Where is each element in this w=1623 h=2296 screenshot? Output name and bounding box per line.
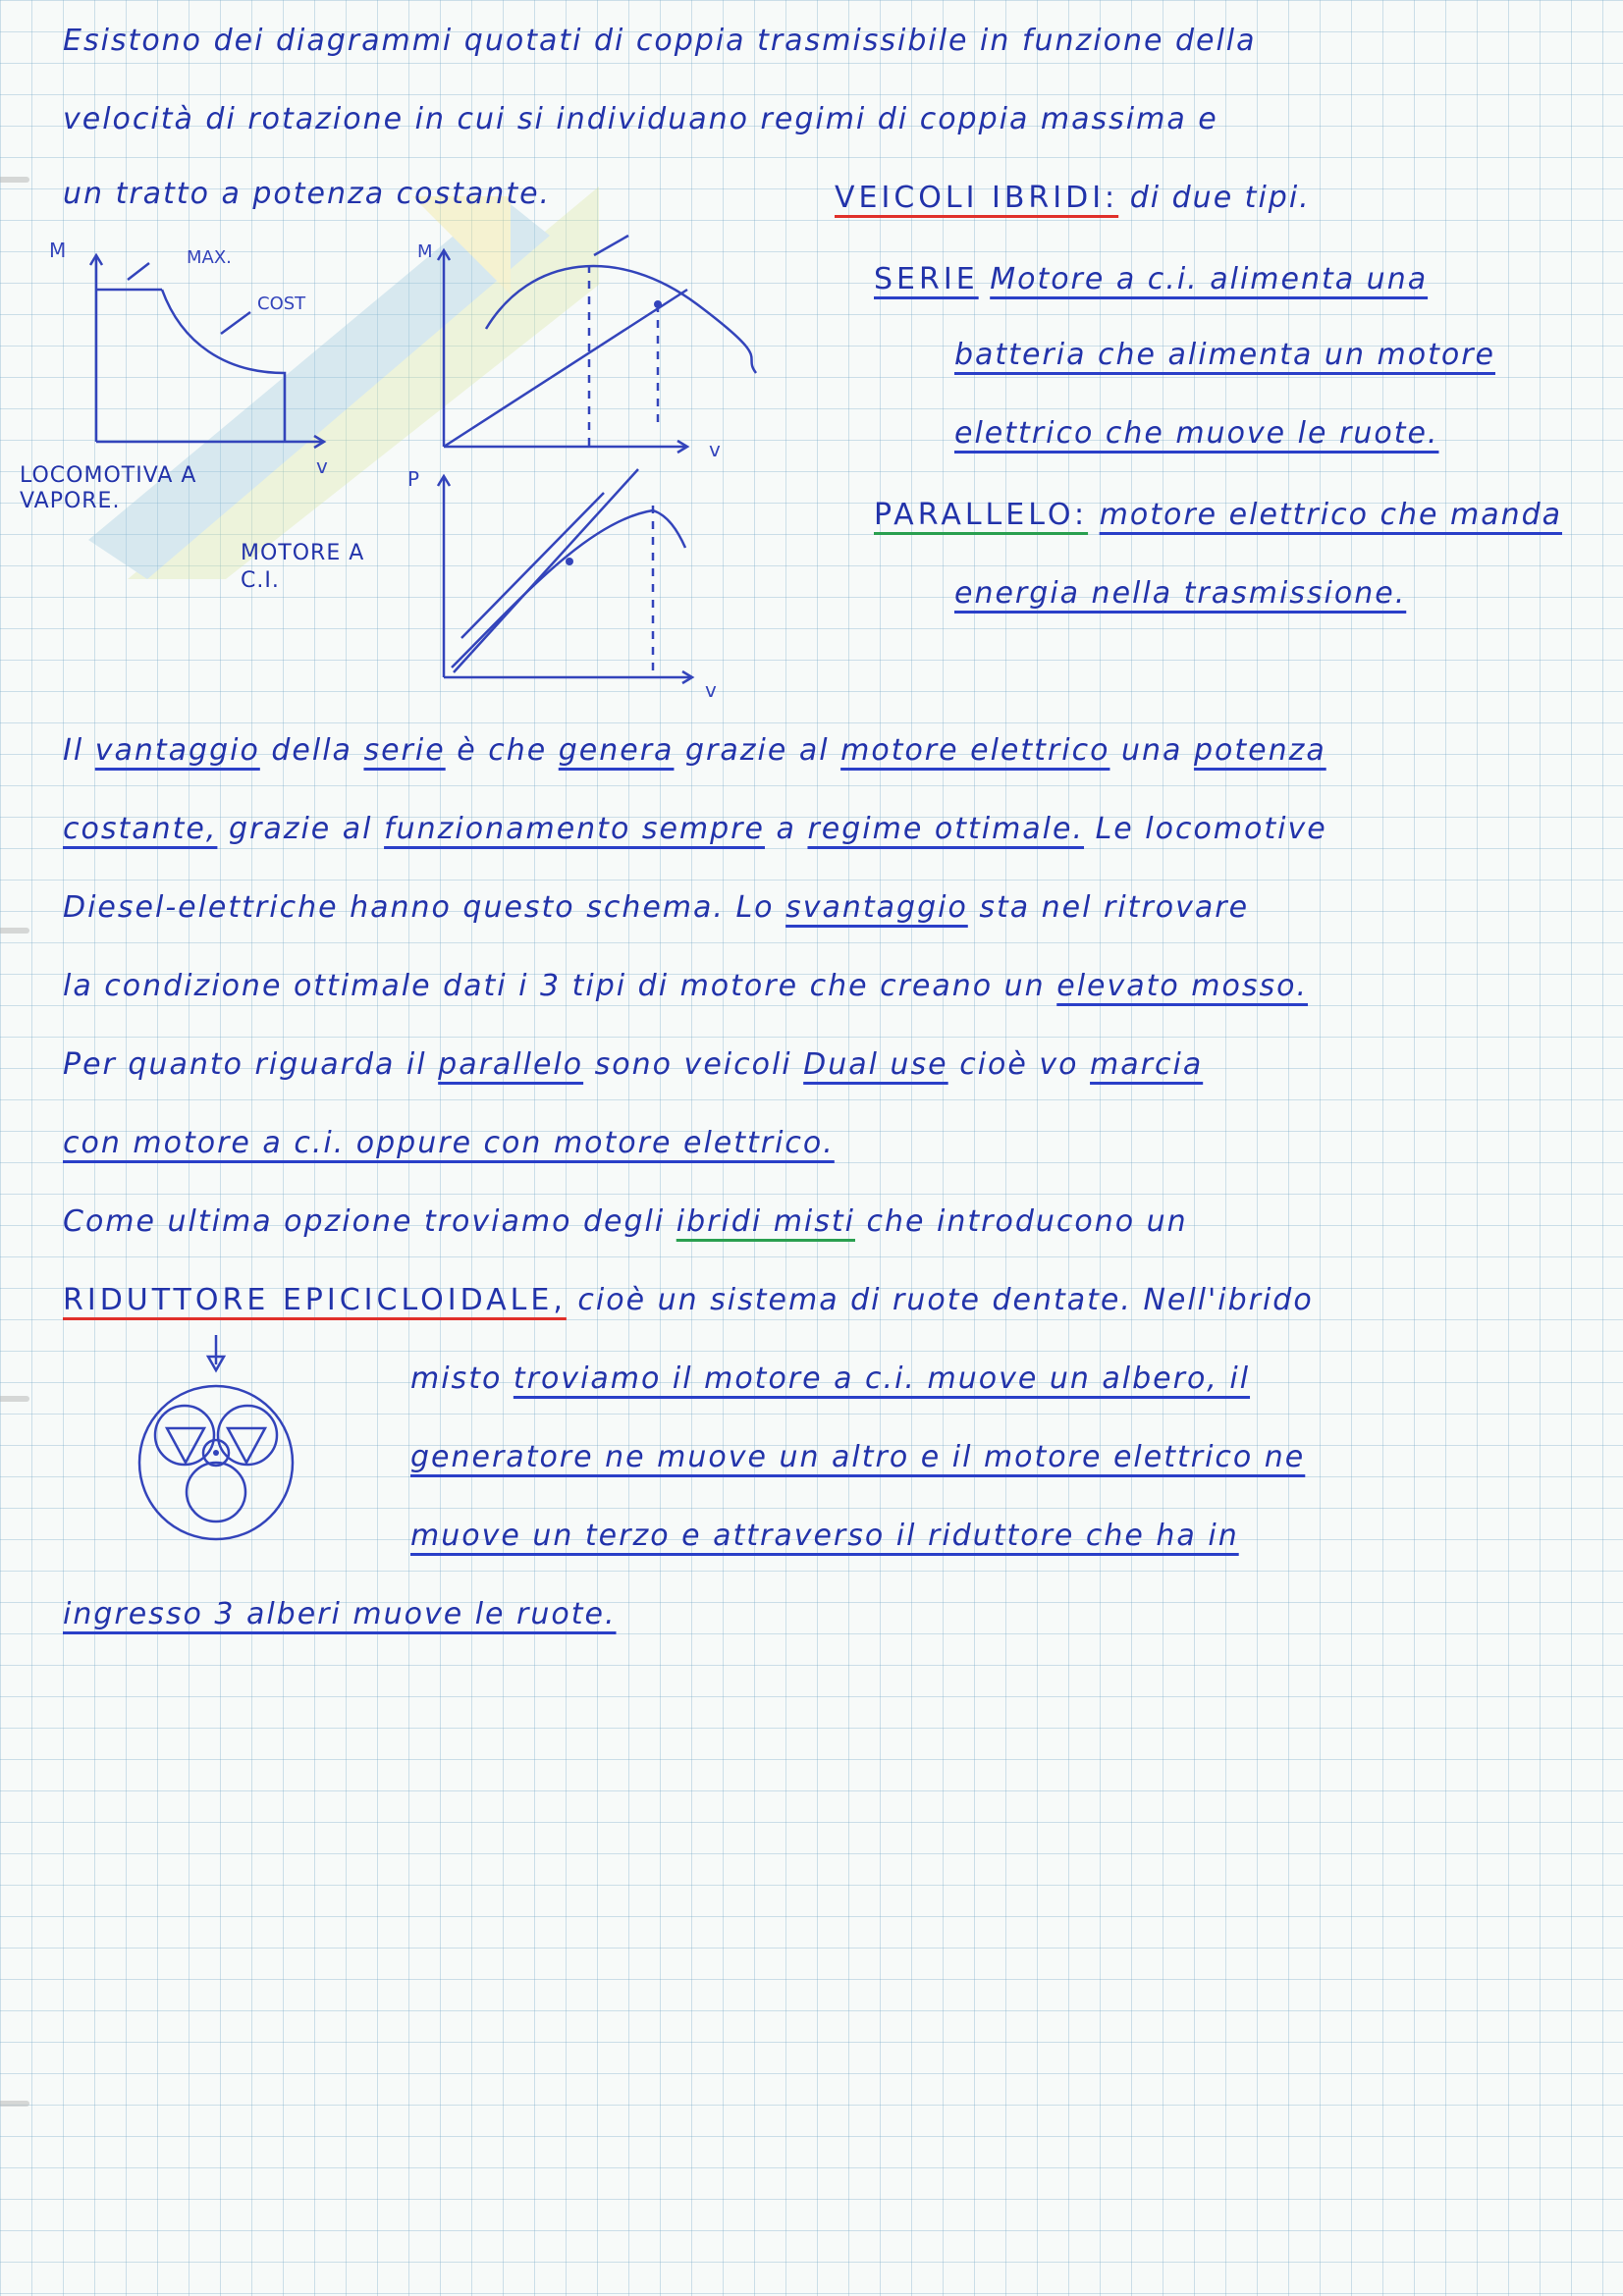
p7-text-b: che introducono un bbox=[866, 1204, 1188, 1239]
diagram1-cost-label: COST bbox=[257, 294, 306, 314]
p4-elevato: elevato mosso. bbox=[1056, 969, 1309, 1003]
parallelo-line-1 bbox=[874, 496, 1562, 535]
p5-text-c: cioè vo bbox=[959, 1047, 1079, 1082]
para-line-6 bbox=[63, 1124, 835, 1163]
text-line-3: un tratto a potenza costante. bbox=[63, 177, 552, 211]
serie-label: SERIE bbox=[874, 262, 979, 296]
para-line-1 bbox=[63, 731, 1326, 771]
para-line-4 bbox=[63, 967, 1308, 1006]
p1-word-grazie: grazie al bbox=[685, 733, 830, 768]
p5-marcia: marcia bbox=[1090, 1047, 1204, 1082]
diagram1-x-label: v bbox=[316, 454, 328, 478]
p1-potenza: potenza bbox=[1193, 733, 1326, 768]
p8-riduttore: RIDUTTORE EPICICLOIDALE, bbox=[63, 1283, 567, 1317]
p1-word-il: Il bbox=[63, 733, 84, 768]
diagram1-y-label: M bbox=[49, 239, 67, 262]
p7-ibridi-misti: ibridi misti bbox=[676, 1204, 855, 1239]
para-line-11 bbox=[410, 1517, 1239, 1556]
p11-text: muove un terzo e attraverso il riduttore che ha in bbox=[410, 1519, 1239, 1553]
para-line-2 bbox=[63, 810, 1327, 849]
p1-vantaggio: vantaggio bbox=[94, 733, 260, 768]
p2-word-grazie: grazie al bbox=[228, 812, 373, 846]
serie-text-2: batteria che alimenta un motore bbox=[954, 338, 1495, 372]
p10-text: generatore ne muove un altro e il motore elettrico ne bbox=[410, 1440, 1306, 1474]
epicyclic-gear-diagram bbox=[128, 1335, 304, 1561]
p1-motore-elettrico: motore elettrico bbox=[840, 733, 1110, 768]
para-line-10 bbox=[410, 1438, 1305, 1477]
p12-text: ingresso 3 alberi muove le ruote. bbox=[63, 1597, 617, 1631]
parallelo-label: PARALLELO: bbox=[874, 498, 1089, 532]
serie-line-1 bbox=[874, 260, 1428, 299]
p1-word-della: della bbox=[271, 733, 352, 768]
diagram2-power-line bbox=[454, 469, 638, 672]
diagram2-torque-curve bbox=[486, 266, 756, 373]
diagram2-x-label-bottom: v bbox=[705, 678, 717, 702]
parallelo-line-2 bbox=[954, 574, 1406, 614]
para-line-7 bbox=[63, 1202, 1188, 1242]
text-line-1: Esistono dei diagrammi quotati di coppia trasmissibile in funzione della bbox=[63, 24, 1257, 58]
p5-text-b: sono veicoli bbox=[594, 1047, 792, 1082]
p2-regime: regime ottimale. bbox=[807, 812, 1085, 846]
p9-misto: misto bbox=[410, 1362, 503, 1396]
serie-text-3: elettrico che muove le ruote. bbox=[954, 416, 1439, 451]
diagram2-y-label-bottom: P bbox=[407, 467, 420, 491]
para-line-5 bbox=[63, 1045, 1203, 1085]
para-line-9 bbox=[410, 1360, 1250, 1399]
p3-text-a: Diesel-elettriche hanno questo schema. Lo bbox=[63, 890, 775, 925]
para-line-8 bbox=[63, 1281, 1314, 1320]
p5-parallelo: parallelo bbox=[438, 1047, 584, 1082]
parallelo-text-1: motore elettrico che manda bbox=[1099, 498, 1563, 532]
p8-text-a: cioè un sistema di ruote dentate. Nell'ibrido bbox=[577, 1283, 1314, 1317]
text-line-2: velocità di rotazione in cui si individuano regimi di coppia massima e bbox=[63, 102, 1218, 136]
diagram-motore-ci bbox=[393, 236, 766, 707]
p3-text-c: ritrovare bbox=[1104, 890, 1250, 925]
diagram1-caption: LOCOMOTIVA A VAPORE. bbox=[20, 463, 197, 513]
serie-text-1: Motore a c.i. alimenta una bbox=[990, 262, 1429, 296]
p5-dual-use: Dual use bbox=[803, 1047, 948, 1082]
diagram2-load-line bbox=[444, 290, 687, 447]
diagram2-power-curve bbox=[452, 510, 685, 667]
diagram2-caption: MOTORE A C.I. bbox=[241, 541, 365, 593]
p3-text-b: sta nel bbox=[979, 890, 1093, 925]
p1-word-e-che: è che bbox=[457, 733, 548, 768]
p6-text: con motore a c.i. oppure con motore elettrico. bbox=[63, 1126, 835, 1160]
veicoli-ibridi-rest: di due tipi. bbox=[1129, 181, 1311, 215]
p4-text-a: la condizione ottimale dati i 3 tipi di motore che creano un bbox=[63, 969, 1046, 1003]
p2-costante: costante, bbox=[63, 812, 218, 846]
p1-genera: genera bbox=[558, 733, 675, 768]
p2-funzionamento: funzionamento sempre bbox=[384, 812, 765, 846]
veicoli-ibridi-title: VEICOLI IBRIDI: bbox=[835, 181, 1119, 215]
serie-line-2 bbox=[954, 336, 1495, 375]
p2-locomotive: Le locomotive bbox=[1095, 812, 1327, 846]
p7-text-a: Come ultima opzione troviamo degli bbox=[63, 1204, 666, 1239]
p9-troviamo: troviamo il motore a c.i. muove un albero, il bbox=[513, 1362, 1251, 1396]
p1-word-una: una bbox=[1120, 733, 1183, 768]
veicoli-ibridi-heading bbox=[835, 179, 1311, 218]
p1-serie: serie bbox=[363, 733, 446, 768]
p3-svantaggio: svantaggio bbox=[785, 890, 968, 925]
diagram2-y-label-top: M bbox=[417, 241, 433, 262]
diagram1-max-label: MAX. bbox=[187, 247, 232, 268]
diagram2-x-label-top: v bbox=[709, 438, 721, 461]
para-line-12 bbox=[63, 1595, 617, 1634]
p2-word-a: a bbox=[776, 812, 796, 846]
serie-line-3 bbox=[954, 414, 1438, 454]
p5-text-a: Per quanto riguarda il bbox=[63, 1047, 427, 1082]
parallelo-text-2: energia nella trasmissione. bbox=[954, 576, 1407, 611]
para-line-3 bbox=[63, 888, 1249, 928]
